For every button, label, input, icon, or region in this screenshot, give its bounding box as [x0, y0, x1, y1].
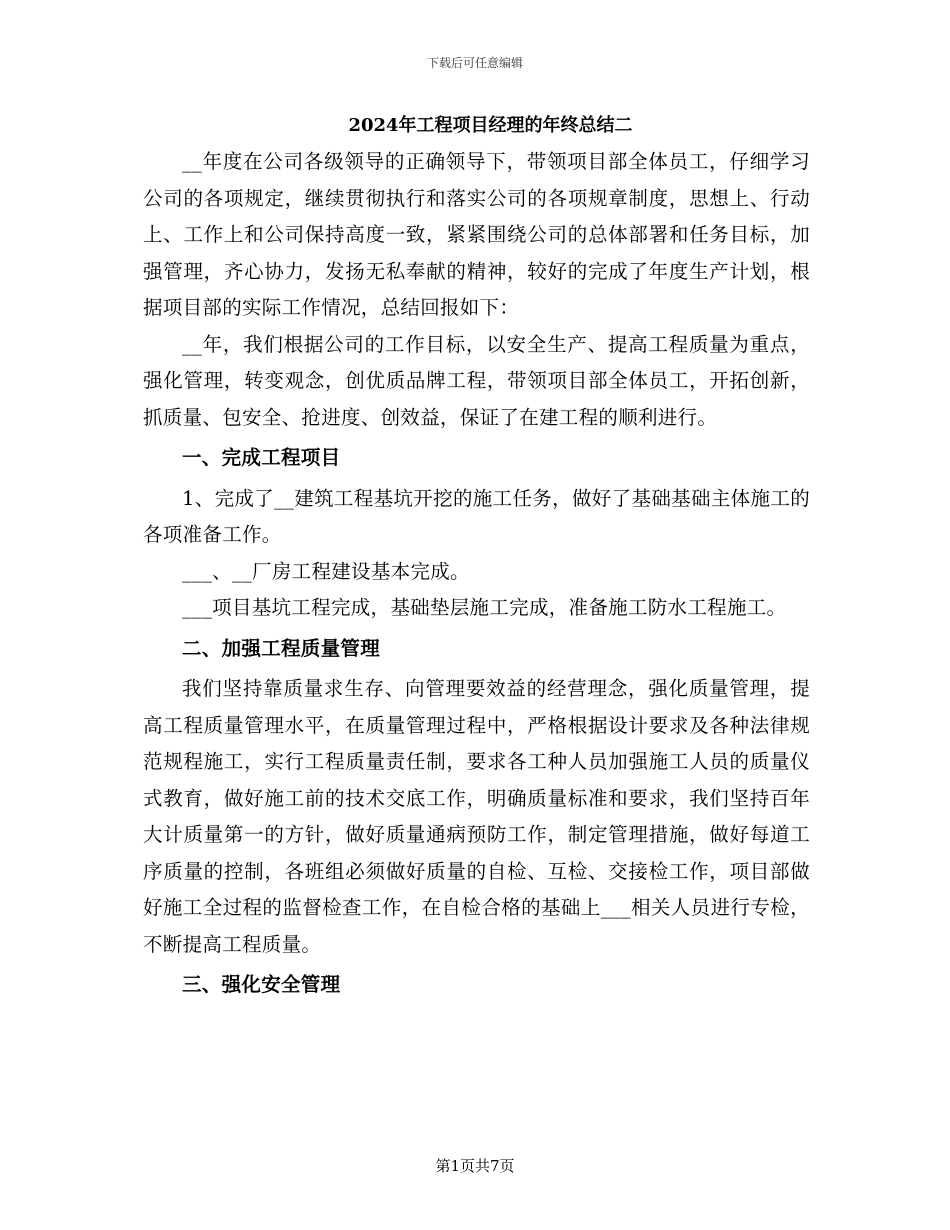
section1-item-1: 1、完成了__建筑工程基坑开挖的施工任务，做好了基础基础主体施工的各项准备工作。 — [143, 486, 810, 546]
page-number-footer: 第1页共7页 — [435, 1157, 515, 1175]
section2-body: 我们坚持靠质量求生存、向管理要效益的经营理念，强化质量管理，提高工程质量管理水平，在质量管理过程中，严格根据设计要求及各种法律规范规程施工，实行工程质量责任制，要求各工种人员加强施工人员的质量仪式教育，做好施工前的技术交底工作，明确质量标准和要求，我们坚持百年大计质量第一的方针，做好质量通病预防工作，制定管理措施，做好每道工序质量的控制，各班组必须做好质量的自检、互检、交接检工作，项目部做好施工全过程的监督检查工作，在自检合格的基础上___相关人员进行专检，不断提高工程质量。 — [143, 677, 810, 956]
section1-item-3: ___项目基坑工程完成，基础垫层施工完成，准备施工防水工程施工。 — [182, 596, 787, 619]
section-heading-3: 三、强化安全管理 — [182, 973, 341, 996]
section-heading-1: 一、完成工程项目 — [182, 446, 341, 469]
section-heading-2: 二、加强工程质量管理 — [182, 636, 381, 660]
document-body — [143, 112, 810, 1008]
document-title: 2024年工程项目经理的年终总结二 — [348, 115, 633, 136]
section1-item-2: ___、__厂房工程建设基本完成。 — [182, 559, 470, 583]
paragraph-intro: __年度在公司各级领导的正确领导下，带领项目部全体员工，仔细学习公司的各项规定，继续贯彻执行和落实公司的各项规章制度，思想上、行动上、工作上和公司保持高度一致，紧紧围绕公司的总体部署和任务目标，加强管理，齐心协力，发扬无私奉献的精神，较好的完成了年度生产计划，根据项目部的实际工作情况，总结回报如下： — [143, 150, 810, 319]
header-note: 下载后可任意编辑 — [426, 56, 523, 70]
paragraph-overview: __年，我们根据公司的工作目标，以安全生产、提高工程质量为重点，强化管理，转变观念，创优质品牌工程，带领项目部全体员工，开拓创新，抓质量、包安全、抢进度、创效益，保证了在建工程的顺利进行。 — [143, 332, 810, 429]
